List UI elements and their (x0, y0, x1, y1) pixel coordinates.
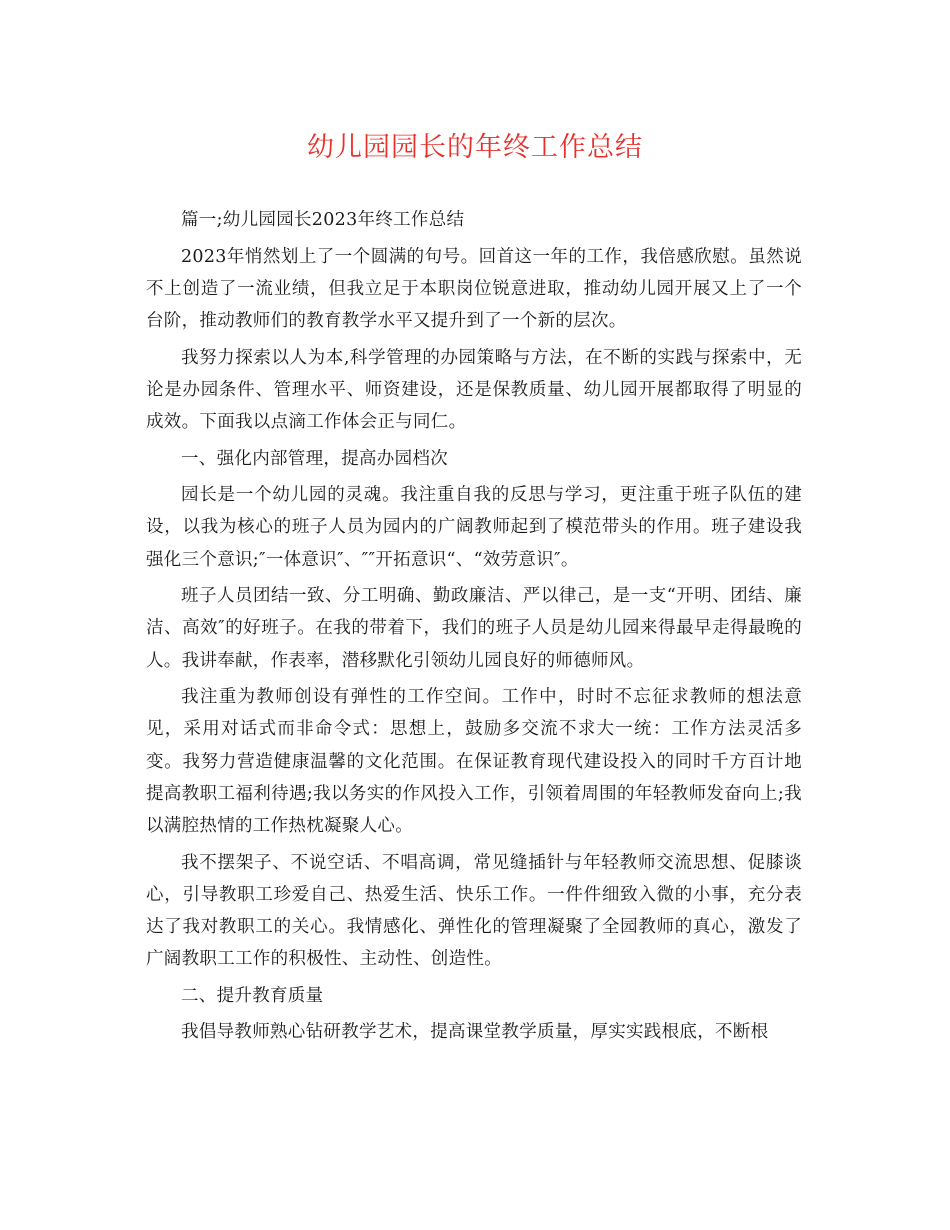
paragraph: 2023年悄然划上了一个圆满的句号。回首这一年的工作，我倍感欣慰。虽然说不上创造了一流业绩，但我立足于本职岗位锐意进取，推动幼儿园开展又上了一个台阶，推动教师们的教育教学水平又提升到了一个新的层次。 (146, 246, 802, 331)
document-body (146, 204, 802, 1053)
paragraph: 篇一;幼儿园园长2023年终工作总结 (181, 210, 465, 230)
paragraph: 我不摆架子、不说空话、不唱高调，常见缝插针与年轻教师交流思想、促膝谈心，引导教职工珍爱自己、热爱生活、快乐工作。一件件细致入微的小事，充分表达了我对教职工的关心。我情感化、弹性化的管理凝聚了全园教师的真心，激发了广阔教职工工作的积极性、主动性、创造性。 (146, 852, 802, 970)
paragraph: 我注重为教师创设有弹性的工作空间。工作中，时时不忘征求教师的想法意见，采用对话式而非命令式：思想上，鼓励多交流不求大一统：工作方法灵活多变。我努力营造健康温馨的文化范围。在保证教育现代建设投入的同时千方百计地提高教职工福利待遇;我以务实的作风投入工作，引领着周围的年轻教师发奋向上;我以满腔热情的工作热枕凝聚人心。 (146, 687, 802, 836)
paragraph: 我努力探索以人为本,科学管理的办园策略与方法，在不断的实践与探索中，无论是办园条件、管理水平、师资建设，还是保教质量、幼儿园开展都取得了明显的成效。下面我以点滴工作体会正与同仁。 (146, 347, 802, 432)
paragraph: 园长是一个幼儿园的灵魂。我注重自我的反思与学习，更注重于班子队伍的建设，以我为核心的班子人员为园内的广阔教师起到了模范带头的作用。班子建设我强化三个意识;″一体意识″、″″开拓意识“、“效劳意识″。 (146, 485, 802, 570)
section-heading: 一、强化内部管理，提高办园档次 (181, 448, 448, 469)
paragraph: 班子人员团结一致、分工明确、勤政廉洁、严以律己，是一支“开明、团结、廉洁、高效″的好班子。在我的带着下，我们的班子人员是幼儿园来得最早走得最晚的人。我讲奉献，作表率，潜移默化引领幼儿园良好的师德师风。 (146, 586, 802, 671)
document-title: 幼儿园园长的年终工作总结 (307, 132, 643, 163)
paragraph: 我倡导教师熟心钻研教学艺术，提高课堂教学质量，厚实实践根底，不断根 (181, 1022, 769, 1043)
section-heading: 二、提升教育质量 (181, 985, 324, 1006)
